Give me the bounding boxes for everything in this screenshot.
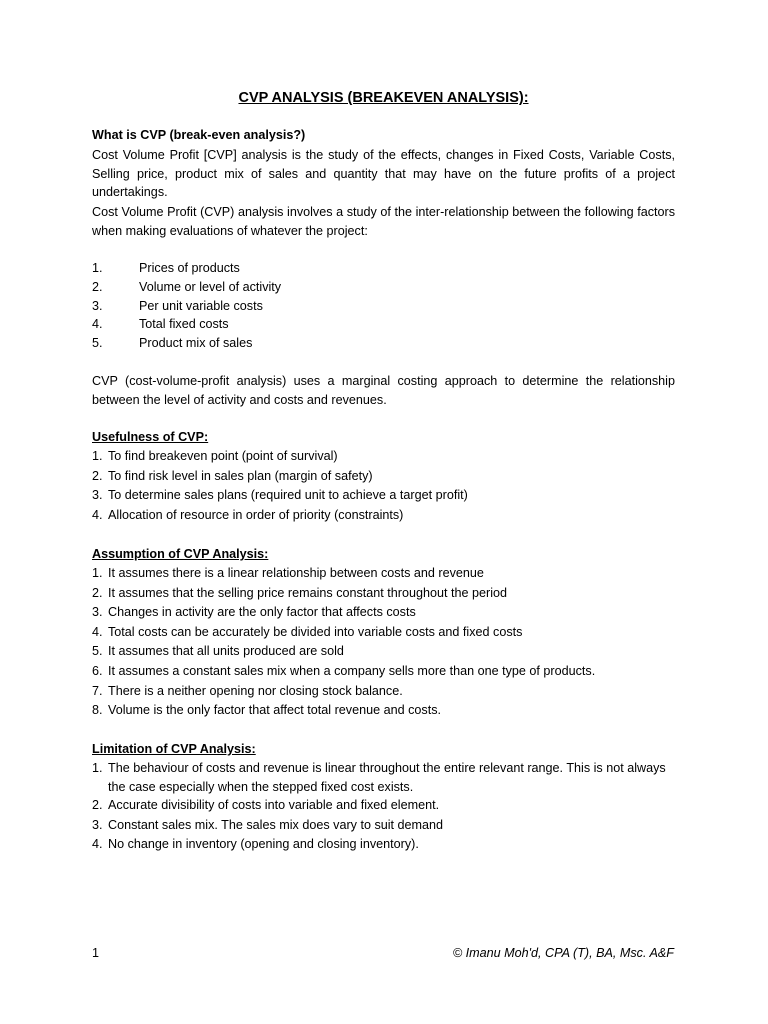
usefulness-heading: Usefulness of CVP: — [92, 430, 209, 444]
list-item: 2. Volume or level of activity — [92, 279, 282, 294]
paragraph-marginal-costing: CVP (cost-volume-profit analysis) uses a marginal costing approach to determine the relationship between the level of activity and costs and revenues. — [92, 374, 675, 407]
list-item: 1. The behaviour of costs and revenue is linear throughout the entire relevant range. This is not always the case especially when the stepped fixed cost exists. — [92, 761, 666, 794]
paragraph-factors-intro: Cost Volume Profit (CVP) analysis involves a study of the inter-relationship between the following factors when making evaluations of whatever the project: — [92, 205, 675, 238]
list-item: 3. Changes in activity are the only factor that affects costs — [92, 605, 416, 620]
list-item: 8. Volume is the only factor that affect total revenue and costs. — [92, 703, 441, 718]
footer-copyright: © Imanu Moh'd, CPA (T), BA, Msc. A&F — [452, 946, 674, 960]
usefulness-list — [92, 447, 675, 525]
list-item: 5. It assumes that all units produced are sold — [92, 644, 344, 659]
page-number: 1 — [92, 946, 100, 960]
limitations-list — [92, 759, 675, 855]
list-item: 5. Product mix of sales — [92, 336, 253, 351]
list-item: 4. No change in inventory (opening and closing inventory). — [92, 837, 419, 852]
paragraph-definition: Cost Volume Profit [CVP] analysis is the study of the effects, changes in Fixed Costs, Variable Costs, Selling price, product mix of sales and quantity that may have on the future profits of a project undertakings. — [92, 148, 675, 200]
list-item: 2. To find risk level in sales plan (margin of safety) — [92, 468, 373, 483]
limitations-heading: Limitation of CVP Analysis: — [92, 742, 256, 756]
list-item: 6. It assumes a constant sales mix when a company sells more than one type of products. — [92, 663, 596, 678]
list-item: 2. It assumes that the selling price remains constant throughout the period — [92, 585, 508, 600]
list-item: 4. Allocation of resource in order of priority (constraints) — [92, 507, 404, 522]
list-item: 4. Total fixed costs — [92, 317, 229, 332]
list-item: 3. Per unit variable costs — [92, 298, 263, 313]
list-item: 1. Prices of products — [92, 261, 240, 275]
section-question: What is CVP (break-even analysis?) — [92, 128, 306, 142]
list-item: 2. Accurate divisibility of costs into variable and fixed element. — [92, 798, 440, 813]
document-title: CVP ANALYSIS (BREAKEVEN ANALYSIS): — [238, 90, 529, 106]
factors-list — [92, 259, 281, 353]
assumptions-list — [92, 564, 675, 721]
list-item: 7. There is a neither opening nor closing stock balance. — [92, 683, 403, 698]
assumptions-heading: Assumption of CVP Analysis: — [92, 547, 269, 561]
list-item: 3. Constant sales mix. The sales mix does vary to suit demand — [92, 817, 444, 832]
list-item: 1. It assumes there is a linear relationship between costs and revenue — [92, 566, 484, 580]
list-item: 4. Total costs can be accurately be divided into variable costs and fixed costs — [92, 624, 523, 639]
list-item: 1. To find breakeven point (point of survival) — [92, 449, 338, 463]
list-item: 3. To determine sales plans (required unit to achieve a target profit) — [92, 488, 468, 503]
